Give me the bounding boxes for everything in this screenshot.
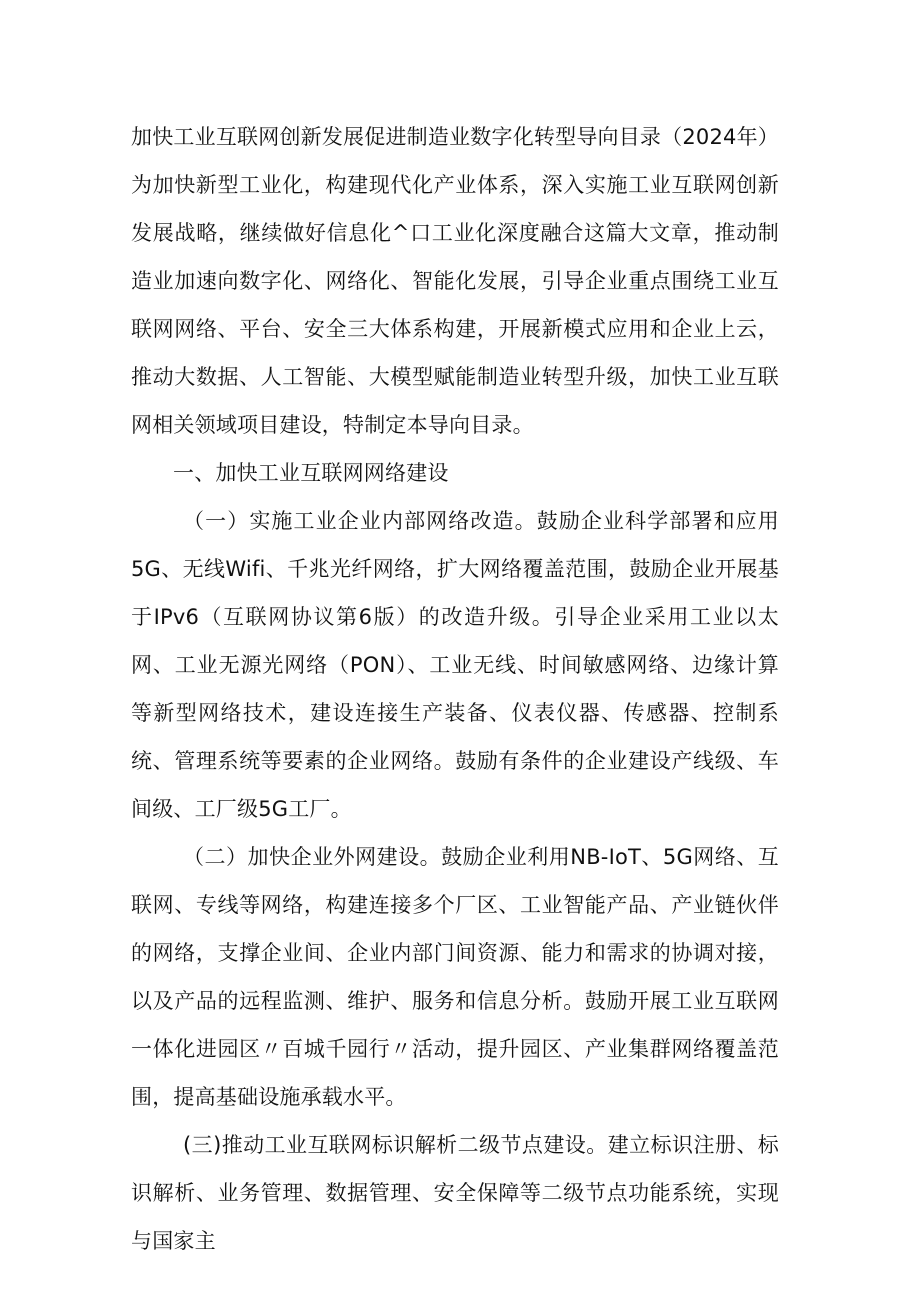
intro-paragraph: 加快工业互联网创新发展促进制造业数字化转型导向目录（2024年）为加快新型工业化，构建现代化产业体系，深入实施工业互联网创新发展战略，继续做好信息化^口工业化深度融合这篇大文章，推动制造业加速向数字化、网络化、智能化发展，引导企业重点围绕工业互联网网络、平台、安全三大体系构建，开展新模式应用和企业上云，推动大数据、人工智能、大模型赋能制造业转型升级，加快工业互联网相关领域项目建设，特制定本导向目录。 — [131, 125, 779, 437]
document-body — [131, 113, 779, 1265]
list-item: (三)推动工业互联网标识解析二级节点建设。建立标识注册、标识解析、业务管理、数据管理、安全保障等二级节点功能系统，实现与国家主 — [131, 1133, 779, 1253]
list-item: （一）实施工业企业内部网络改造。鼓励企业科学部署和应用5G、无线Wifi、千兆光纤网络，扩大网络覆盖范围，鼓励企业开展基于IPv6（互联网协议第6版）的改造升级。引导企业采用工业以太网、工业无源光网络（PON）、工业无线、时间敏感网络、边缘计算等新型网络技术，建设连接生产装备、仪表仪器、传感器、控制系统、管理系统等要素的企业网络。鼓励有条件的企业建设产线级、车间级、工厂级5G工厂。 — [131, 509, 779, 821]
list-item: （二）加快企业外网建设。鼓励企业利用NB-IoT、5G网络、互联网、专线等网络，构建连接多个厂区、工业智能产品、产业链伙伴的网络，支撑企业间、企业内部门间资源、能力和需求的协调对接，以及产品的远程监测、维护、服务和信息分析。鼓励开展工业互联网一体化进园区〃百城千园行〃活动，提升园区、产业集群网络覆盖范围，提高基础设施承载水平。 — [131, 845, 779, 1109]
section-heading: 一、加快工业互联网网络建设 — [173, 461, 449, 485]
